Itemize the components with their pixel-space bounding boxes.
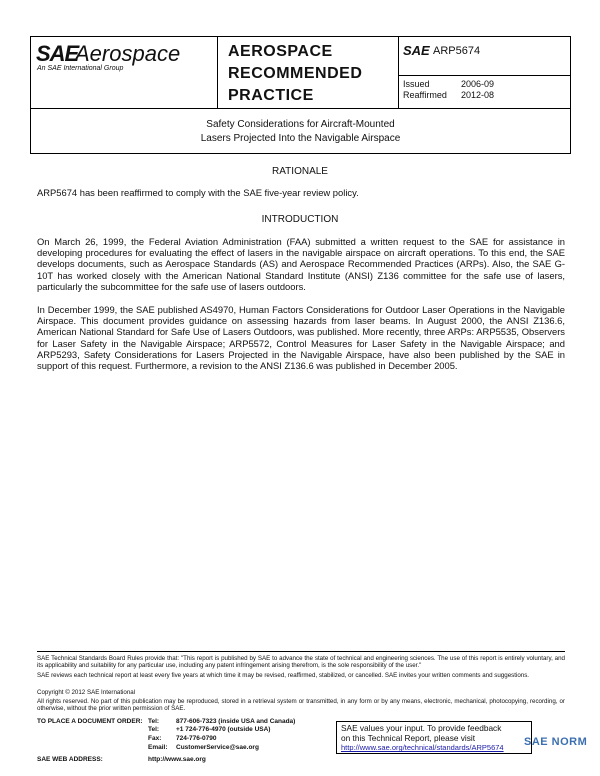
logo-subtitle: An SAE International Group bbox=[37, 65, 124, 72]
standard-number: ARP5674 bbox=[433, 45, 481, 57]
rationale-text: ARP5674 has been reaffirmed to comply with the SAE five-year review policy. bbox=[37, 187, 359, 198]
contact-value: +1 724-776-4970 (outside USA) bbox=[176, 726, 271, 733]
order-label: TO PLACE A DOCUMENT ORDER: bbox=[37, 718, 143, 725]
contact-value: 877-606-7323 (inside USA and Canada) bbox=[176, 718, 296, 725]
doc-type-line: AEROSPACE bbox=[228, 43, 333, 60]
sae-logo: SAE bbox=[36, 41, 79, 66]
aerospace-logo-text: Aerospace bbox=[75, 41, 181, 66]
sae-norm-watermark: SAE NORM bbox=[524, 736, 588, 748]
reaffirmed-label: Reaffirmed bbox=[403, 90, 447, 100]
tsb-notice: SAE Technical Standards Board Rules provide that: "This report is published by SAE to advance the state of technical and engineering sciences. The use of this report is entirely voluntary, and its applicability and suitability for any particular use, including any patent infringement arising therefrom, is the sole responsibility of the user." bbox=[37, 655, 565, 670]
reaffirmed-date: 2012-08 bbox=[461, 90, 495, 100]
contact-value: 724-776-0790 bbox=[176, 735, 217, 742]
doc-meta-block bbox=[399, 37, 570, 108]
sae-small-logo: SAE bbox=[403, 43, 430, 58]
intro-paragraph: On March 26, 1999, the Federal Aviation Administration (FAA) submitted a written request to the SAE for assistance in developing procedures for evaluating the effect of lasers in the navigable airspace on aircraft operations. To this end, the SAE develops documents, such as Aerospace Standards (AS) and Aerospace Recommended Practices (ARPs). Also, the SAE G-10T has worked closely with the American National Standard Institute (ANSI) Z136 committee for the safe use of lasers, particularly the subcommittee for the safe use of lasers outdoors. bbox=[37, 236, 565, 292]
publisher-logo-block bbox=[31, 37, 218, 108]
intro-paragraph: In December 1999, the SAE published AS4970, Human Factors Considerations for Outdoor Laser Operations in the Navigable Airspace. This document provides guidance on assessing hazards from laser beams. In August 2000, the ANSI Z136.6, American National Standard for Safe Use of Lasers Outdoors, was published. More recently, three ARPs: ARP5535, Observers for Laser Safety in the Navigable Airspace; ARP5572, Control Measures for Laser Safety in the Navigable Airspace; and ARP5293, Safety Considerations for Lasers Projected in the Navigable Airspace, have also been published by the SAE in support of this request. Furthermore, a revision to the ANSI Z136.6 was published in December 2005. bbox=[37, 304, 565, 372]
doc-type-line: RECOMMENDED bbox=[228, 65, 363, 82]
rationale-heading: RATIONALE bbox=[272, 166, 328, 177]
title-line: Safety Considerations for Aircraft-Mounted bbox=[206, 119, 395, 130]
doc-type bbox=[228, 41, 362, 107]
feedback-text: on this Technical Report, please visit bbox=[341, 732, 476, 743]
doc-type-block bbox=[218, 37, 399, 108]
copyright: Copyright © 2012 SAE International bbox=[37, 689, 136, 696]
contact-label: Email: bbox=[148, 744, 168, 751]
issued-label: Issued bbox=[403, 79, 430, 89]
meta-divider bbox=[399, 75, 570, 76]
web-label: SAE WEB ADDRESS: bbox=[37, 756, 103, 763]
contact-label: Tel: bbox=[148, 726, 160, 733]
web-address-link[interactable]: http://www.sae.org bbox=[148, 756, 206, 763]
contact-label: Fax: bbox=[148, 735, 162, 742]
feedback-text: SAE values your input. To provide feedback bbox=[341, 723, 502, 733]
contact-email[interactable]: CustomerService@sae.org bbox=[176, 744, 259, 751]
rights-notice: All rights reserved. No part of this publication may be reproduced, stored in a retrieval system or transmitted, in any form or by any means, electronic, mechanical, photocopying, recording, or otherwise, without the prior written permission of SAE. bbox=[37, 698, 565, 713]
feedback-link[interactable]: http://www.sae.org/technical/standards/ARP5674 bbox=[341, 743, 504, 753]
doc-type-line: PRACTICE bbox=[228, 87, 314, 104]
document-header bbox=[30, 36, 571, 109]
document-title bbox=[30, 109, 571, 154]
contact-label: Tel: bbox=[148, 718, 160, 725]
feedback-box bbox=[336, 721, 532, 754]
review-notice: SAE reviews each technical report at least every five years at which time it may be revised, reaffirmed, stabilized, or cancelled. SAE invites your written comments and suggestions. bbox=[37, 672, 530, 679]
footer-rule bbox=[37, 651, 565, 652]
introduction-heading: INTRODUCTION bbox=[261, 214, 339, 225]
issued-date: 2006-09 bbox=[461, 79, 495, 89]
title-line: Lasers Projected Into the Navigable Airspace bbox=[200, 133, 401, 144]
